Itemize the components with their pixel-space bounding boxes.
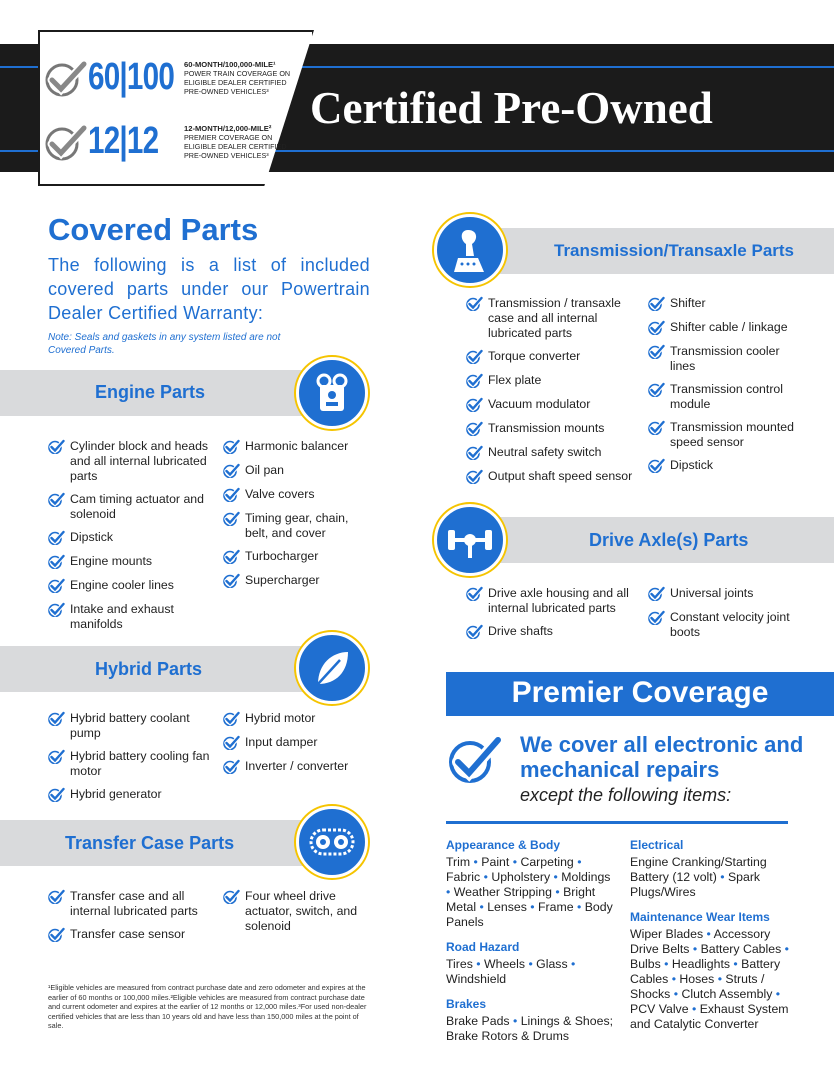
axle-title: Drive Axle(s) Parts [589,530,749,550]
check-mark-icon [466,397,488,413]
engine-list [48,439,220,640]
transmission-list [466,296,636,493]
exclusion-item: Frame [538,900,574,914]
list-item-label: Hybrid battery coolant pump [70,711,190,740]
check-mark-icon [466,586,488,602]
list-item [223,487,363,503]
bullet-separator: • [476,900,488,914]
exclusion-group-items [630,927,794,1032]
check-mark-icon [48,787,70,803]
list-item [648,320,808,336]
list-item [48,554,220,570]
exclusion-item: Windshield [446,972,507,986]
bullet-separator: • [509,1014,521,1028]
check-mark-icon [466,421,488,437]
list-item-label: Turbocharger [245,549,319,563]
list-item-label: Drive axle housing and all internal lubricated parts [488,586,629,615]
badge-12-12 [44,120,296,163]
list-item [648,382,808,412]
bullet-separator: • [480,870,492,884]
bullet-separator: • [660,957,672,971]
list-item-label: Valve covers [245,487,315,501]
engine-title: Engine Parts [95,382,206,402]
divider [446,821,788,824]
check-mark-icon [648,610,670,626]
list-item [223,511,363,541]
list-item [48,787,220,803]
list-item-label: Shifter [670,296,706,310]
list-item [648,420,808,450]
axle-list [648,586,808,648]
exclusion-group-items [630,855,794,900]
badge-number: 60|100 [88,56,175,98]
check-mark-icon [48,554,70,570]
exclusion-item: Fabric [446,870,481,884]
list-item [48,602,220,632]
list-item-label: Supercharger [245,573,320,587]
list-item-label: Hybrid motor [245,711,316,725]
check-mark-icon [648,420,670,436]
exclusion-group-items [446,1014,616,1044]
check-mark-icon [48,530,70,546]
list-item-label: Dipstick [670,458,714,472]
bullet-separator: • [525,957,537,971]
check-mark-icon [223,759,245,775]
footnote: ¹Eligible vehicles are measured from contract purchase date and zero odometer and expires at the earlier of 60 months or 100,000 miles.²Eligible vehicles are measured from contract purchase date and current odometer and expires at the earlier of 12 months or 12,000 miles.³For used non-dealer certified vehicles that are less than 10 years old and have less than 150,000 miles at the point of sale. [48,983,367,1030]
check-mark-icon [223,573,245,589]
check-mark-icon [648,296,670,312]
engine-list [223,439,363,597]
list-item [648,586,808,602]
exclusion-item: Paint [481,855,510,869]
exclusion-item: Moldings [561,870,611,884]
exclusion-group-heading: Appearance & Body [446,838,561,852]
list-item-label: Dipstick [70,530,114,544]
check-mark-icon [223,711,245,727]
badge-60-100 [44,56,296,99]
bullet-separator: • [526,900,539,914]
check-mark-icon [648,382,670,398]
drive-axle-icon [434,504,506,576]
list-item-label: Timing gear, chain, belt, and cover [245,511,349,540]
exclusion-item: Trim [446,855,471,869]
engine-block-icon [296,357,368,429]
exclusion-item: Wheels [484,957,526,971]
list-item [466,373,636,389]
list-item-label: Hybrid battery cooling fan motor [70,749,210,778]
list-item-label: Universal joints [670,586,754,600]
list-item [466,296,636,341]
exclusion-item: Bright Metal [446,885,596,914]
check-mark-icon [44,58,88,98]
bullet-separator: • [446,885,454,899]
transfer-title: Transfer Case Parts [65,833,235,853]
list-item [48,439,220,484]
list-item-label: Shifter cable / linkage [670,320,788,334]
list-item [466,624,636,640]
hybrid-list [223,711,363,783]
list-item [48,530,220,546]
premier-title: Premier Coverage [511,676,769,709]
check-mark-icon [648,344,670,360]
exclusions-right [630,838,794,1042]
check-mark-icon [48,602,70,618]
exclusion-item: Linings & Shoes; Brake Rotors & Drums [446,1014,614,1043]
check-mark-icon [223,487,245,503]
bullet-separator: • [573,855,582,869]
list-item [466,445,636,461]
list-item [223,759,363,775]
exclusion-item: Clutch Assembly [681,987,773,1001]
bullet-separator: • [573,900,585,914]
list-item-label: Input damper [245,735,318,749]
list-item-label: Hybrid generator [70,787,162,801]
bullet-separator: • [781,942,789,956]
leaf-icon [296,632,368,704]
exclusion-item: Carpeting [520,855,574,869]
list-item [223,573,363,589]
covered-parts-title: Covered Parts [48,212,259,247]
list-item [648,296,808,312]
exclusion-item: Headlights [671,957,731,971]
premier-headline: We cover all electronic and mechanical repairs [520,732,804,782]
bullet-separator: • [472,957,485,971]
hybrid-list [48,711,220,811]
list-item-label: Torque converter [488,349,581,363]
bullet-separator: • [470,855,482,869]
exclusion-item: PCV Valve [630,1002,689,1016]
bullet-separator: • [550,870,562,884]
list-item-label: Cylinder block and heads and all internal lubricated parts [70,439,209,483]
exclusion-group-heading: Electrical [630,838,684,852]
check-mark-icon [44,122,88,162]
gears-chain-icon [296,806,368,878]
transmission-list [648,296,808,482]
exclusion-item: Upholstery [491,870,551,884]
list-item [48,749,220,779]
badge-number: 12|12 [88,120,159,162]
check-mark-icon [648,458,670,474]
list-item-label: Transmission / transaxle case and all internal lubricated parts [488,296,621,340]
list-item-label: Constant velocity joint boots [670,610,790,639]
exclusion-group-items [446,957,616,987]
gear-shifter-icon [434,214,506,286]
check-mark-icon [48,439,70,455]
check-mark-icon [223,463,245,479]
list-item [223,549,363,565]
exclusion-item: Lenses [487,900,527,914]
list-item [466,469,636,485]
list-item-label: Vacuum modulator [488,397,591,411]
transfer-list [48,889,220,951]
check-mark-icon [466,349,488,365]
check-mark-icon [466,469,488,485]
exclusion-item: Body Panels [446,900,613,929]
bullet-separator: • [714,972,726,986]
bullet-separator: • [772,987,781,1001]
check-mark-icon [48,927,70,943]
exclusion-group-heading: Road Hazard [446,940,520,954]
check-mark-icon [446,734,502,789]
list-item-label: Oil pan [245,463,284,477]
check-mark-icon [466,624,488,640]
check-mark-icon [48,492,70,508]
list-item-label: Intake and exhaust manifolds [70,602,174,631]
list-item-label: Inverter / converter [245,759,349,773]
list-item [223,711,363,727]
exclusion-item: Accessory Drive Belts [630,927,771,956]
exclusion-item: Engine Cranking/Starting Battery (12 volt) [630,855,767,884]
exclusion-item: Glass [536,957,568,971]
list-item [466,349,636,365]
bullet-separator: • [730,957,742,971]
list-item [223,735,363,751]
check-mark-icon [223,439,245,455]
bullet-separator: • [509,855,521,869]
bullet-separator: • [551,885,564,899]
exclusion-item: Bulbs [630,957,661,971]
list-item-label: Neutral safety switch [488,445,602,459]
list-item-label: Transfer case sensor [70,927,186,941]
list-item-label: Engine cooler lines [70,578,174,592]
exclusion-group-heading: Maintenance Wear Items [630,910,770,924]
check-mark-icon [48,889,70,905]
exclusion-item: Battery Cables [700,942,782,956]
hybrid-title: Hybrid Parts [95,659,203,679]
check-mark-icon [648,586,670,602]
bullet-separator: • [670,987,682,1001]
exclusion-group-heading: Brakes [446,997,487,1011]
list-item-label: Transmission mounted speed sensor [670,420,794,449]
check-mark-icon [48,711,70,727]
check-mark-icon [223,735,245,751]
list-item [648,344,808,374]
check-mark-icon [466,296,488,312]
exclusion-item: Tires [446,957,473,971]
bullet-separator: • [688,1002,700,1016]
exclusion-item: Exhaust System and Catalytic Converter [630,1002,789,1031]
check-mark-icon [466,373,488,389]
list-item [648,458,808,474]
list-item [223,463,363,479]
list-item-label: Transmission mounts [488,421,605,435]
bullet-separator: • [689,942,701,956]
list-item-label: Cam timing actuator and solenoid [70,492,204,521]
check-mark-icon [223,511,245,527]
list-item [223,439,363,455]
list-item-label: Four wheel drive actuator, switch, and solenoid [245,889,358,933]
badge-description: 12-MONTH/12,000-MILE² PREMIER COVERAGE ON ELIGIBLE DEALER CERTIFIED PRE-OWNED VEHICLES³ [184,123,287,160]
list-item-label: Engine mounts [70,554,153,568]
list-item-label: Transmission control module [670,382,783,411]
check-mark-icon [223,549,245,565]
exclusion-item: Struts / Shocks [630,972,765,1001]
check-mark-icon [48,578,70,594]
exclusion-item: Weather Stripping [453,885,552,899]
list-item [48,889,220,919]
exclusion-item: Spark Plugs/Wires [630,870,761,899]
exclusion-item: Wiper Blades [630,927,704,941]
exclusion-item: Brake Pads [446,1014,510,1028]
list-item [48,578,220,594]
list-item [48,711,220,741]
list-item [223,889,363,934]
list-item-label: Flex plate [488,373,542,387]
list-item [48,927,220,943]
exclusions-left [446,838,616,1054]
premier-except: except the following items: [520,785,732,805]
bullet-separator: • [716,870,728,884]
list-item-label: Transfer case and all internal lubricated parts [70,889,198,918]
axle-list [466,586,636,648]
exclusion-item: Battery Cables [630,957,781,986]
list-item [466,586,636,616]
bullet-separator: • [668,972,680,986]
list-item [48,492,220,522]
exclusion-group-items [446,855,616,930]
check-mark-icon [223,889,245,905]
list-item-label: Harmonic balancer [245,439,349,453]
bullet-separator: • [703,927,714,941]
bullet-separator: • [567,957,576,971]
transmission-title: Transmission/Transaxle Parts [554,241,795,260]
covered-parts-subtitle: The following is a list of included covered parts under our Powertrain Dealer Certified Warranty: [48,255,370,323]
covered-parts-note: Note: Seals and gaskets in any system listed are not Covered Parts. [48,332,281,356]
check-mark-icon [648,320,670,336]
transfer-list [223,889,363,942]
check-mark-icon [48,749,70,765]
list-item-label: Output shaft speed sensor [488,469,633,483]
list-item [466,421,636,437]
badge-description: 60-MONTH/100,000-MILE¹ POWER TRAIN COVERAGE ON ELIGIBLE DEALER CERTIFIED PRE-OWNED VEHICLES³ [184,59,291,96]
list-item [648,610,808,640]
page-title: Certified Pre-Owned [310,83,713,133]
list-item [466,397,636,413]
list-item-label: Transmission cooler lines [670,344,780,373]
check-mark-icon [466,445,488,461]
exclusion-item: Hoses [679,972,715,986]
list-item-label: Drive shafts [488,624,553,638]
